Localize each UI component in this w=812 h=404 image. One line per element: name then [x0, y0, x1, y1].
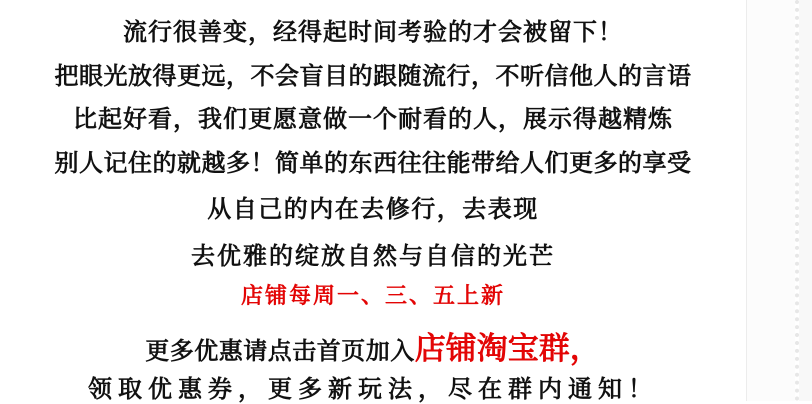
new-arrival-schedule-notice: 店铺每周一、三、五上新 — [240, 283, 505, 308]
right-edge-strip — [799, 0, 812, 401]
slogan-line-4: 别人记住的就越多！简单的东西往往能带给人们更多的享受 — [54, 150, 692, 177]
slogan-line-2: 把眼光放得更远，不会盲目的跟随流行，不听信他人的言语 — [54, 63, 692, 90]
right-gutter — [747, 0, 795, 401]
join-group-prefix: 更多优惠请点击首页加入 — [145, 338, 415, 365]
slogan-line-1: 流行很善变，经得起时间考验的才会被留下！ — [123, 19, 623, 46]
slogan-line-3: 比起好看，我们更愿意做一个耐看的人，展示得越精炼 — [73, 106, 673, 133]
slogan-line-5: 从自己的内在去修行，去表现 — [207, 196, 539, 223]
slogan-line-6: 去优雅的绽放自然与自信的光芒 — [191, 243, 555, 270]
taobao-group-highlight: 店铺淘宝群， — [414, 331, 601, 366]
join-group-line — [0, 323, 746, 368]
coupon-notice-line: 领取优惠券，更多新玩法，尽在群内通知！ — [88, 376, 658, 403]
